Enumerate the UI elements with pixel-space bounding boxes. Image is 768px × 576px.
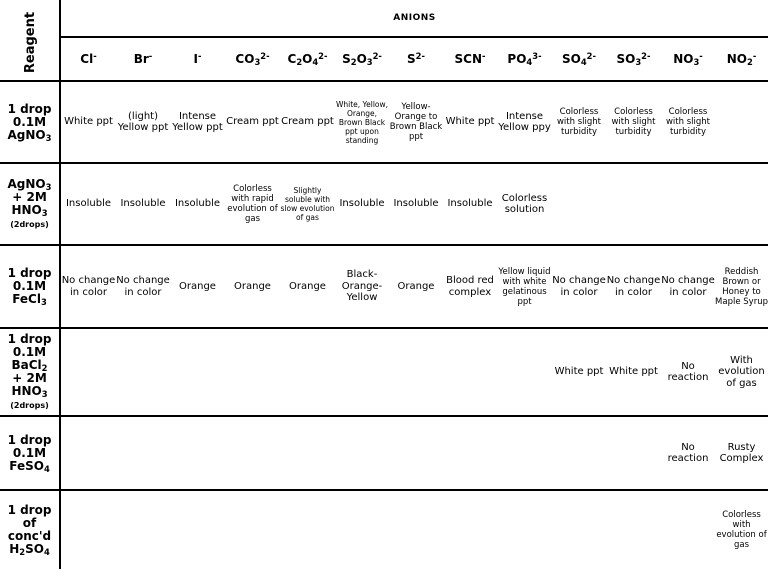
result-cell: White ppt <box>443 81 497 163</box>
result-cell <box>170 328 225 416</box>
result-cell <box>170 490 225 569</box>
result-cell <box>497 328 552 416</box>
result-cell <box>116 416 170 490</box>
result-cell: Intense Yellow ppy <box>497 81 552 163</box>
result-cell <box>225 416 280 490</box>
result-cell: Orange <box>225 245 280 328</box>
result-cell: Orange <box>389 245 443 328</box>
result-cell <box>60 416 116 490</box>
result-cell <box>715 81 768 163</box>
result-cell: Cream ppt <box>225 81 280 163</box>
result-cell <box>497 490 552 569</box>
result-cell: Cream ppt <box>280 81 335 163</box>
reagent-label: 1 drop 0.1M BaCl$_2$ + 2M $HNO_3$ (2drops) <box>0 328 60 416</box>
result-cell <box>443 416 497 490</box>
reagent-label: 1 drop 0.1M FeSO$_4$ <box>0 416 60 490</box>
result-cell <box>661 490 715 569</box>
result-cell: Insoluble <box>116 163 170 245</box>
reagent-label: 1 drop 0.1M FeCl$_3$ <box>0 245 60 328</box>
result-cell: Insoluble <box>170 163 225 245</box>
anion-header-12: $NO_2^-$ <box>715 37 768 81</box>
result-cell <box>389 328 443 416</box>
result-cell <box>335 490 389 569</box>
result-cell: No change in color <box>60 245 116 328</box>
result-cell: Colorless solution <box>497 163 552 245</box>
result-cell <box>443 328 497 416</box>
anion-header-0: Cl- <box>60 37 116 81</box>
anion-header-1: Br- <box>116 37 170 81</box>
result-cell <box>280 416 335 490</box>
result-cell <box>60 328 116 416</box>
result-cell: No change in color <box>552 245 606 328</box>
result-cell: No change in color <box>116 245 170 328</box>
result-cell <box>60 490 116 569</box>
table-row <box>0 81 768 163</box>
result-cell <box>661 163 715 245</box>
result-cell: No change in color <box>606 245 661 328</box>
result-cell <box>497 416 552 490</box>
result-cell: No change in color <box>661 245 715 328</box>
anion-header-7: SCN- <box>443 37 497 81</box>
table-row <box>0 416 768 490</box>
reagent-header-label: Reagent <box>23 11 39 73</box>
result-cell <box>116 328 170 416</box>
result-cell <box>280 328 335 416</box>
anion-header-5: $S_2O_3^{2-}$ <box>335 37 389 81</box>
result-cell: Insoluble <box>389 163 443 245</box>
reagent-header <box>0 0 60 81</box>
result-cell: Slightly soluble with slow evolution of gas <box>280 163 335 245</box>
anion-header-9: $SO_4^{2-}$ <box>552 37 606 81</box>
result-cell <box>335 328 389 416</box>
result-cell <box>606 163 661 245</box>
anion-header-6: $S^{2-}$ <box>389 37 443 81</box>
result-cell <box>170 416 225 490</box>
result-cell <box>389 490 443 569</box>
result-cell: Colorless with slight turbidity <box>661 81 715 163</box>
table-row <box>0 328 768 416</box>
result-cell: Colorless with evolution of gas <box>716 510 767 550</box>
result-cell: No reaction <box>661 416 715 490</box>
reagent-label: 1 drop 0.1M AgNO$_3$ <box>0 81 60 163</box>
result-cell: White, Yellow, Orange, Brown Black ppt upon standing <box>335 81 389 163</box>
result-cell <box>552 490 606 569</box>
table-row <box>0 245 768 328</box>
result-cell: Insoluble <box>335 163 389 245</box>
result-cell: Yellow-Orange to Brown Black ppt <box>389 81 443 163</box>
result-cell: No reaction <box>661 328 715 416</box>
result-cell: White ppt <box>606 328 661 416</box>
result-cell: Colorless with slight turbidity <box>552 81 606 163</box>
result-cell: White ppt <box>60 81 116 163</box>
anion-header-8: $PO_4^{3-}$ <box>497 37 552 81</box>
result-cell <box>606 490 661 569</box>
result-cell <box>552 163 606 245</box>
result-cell: Colorless with slight turbidity <box>606 81 661 163</box>
result-cell: With evolution of gas <box>715 328 768 416</box>
result-cell <box>606 416 661 490</box>
result-cell: Insoluble <box>60 163 116 245</box>
result-cell: Black-Orange-Yellow <box>335 245 389 328</box>
anion-header-4: $C_2O_4^{2-}$ <box>280 37 335 81</box>
table-row <box>0 163 768 245</box>
result-cell: White ppt <box>552 328 606 416</box>
result-cell: Yellow liquid with white gelatinous ppt <box>497 245 552 328</box>
result-cell: Orange <box>280 245 335 328</box>
result-cell <box>715 163 768 245</box>
result-cell: Orange <box>170 245 225 328</box>
table-row <box>0 490 768 569</box>
result-cell <box>280 490 335 569</box>
result-cell <box>552 416 606 490</box>
result-cell: Rusty Complex <box>715 416 768 490</box>
anion-header-11: $NO_3^-$ <box>661 37 715 81</box>
result-cell: Colorless with rapid evolution of gas <box>225 163 280 245</box>
result-cell <box>225 328 280 416</box>
anion-header-2: I- <box>170 37 225 81</box>
result-cell <box>389 416 443 490</box>
reagent-label: AgNO$_3$ + 2M $HNO_3$ (2drops) <box>0 163 60 245</box>
result-cell: (light) Yellow ppt <box>116 81 170 163</box>
result-cell: Insoluble <box>443 163 497 245</box>
result-cell: Reddish Brown or Honey to Maple Syrup <box>715 245 768 328</box>
result-cell <box>116 490 170 569</box>
table-body <box>0 81 768 569</box>
result-cell <box>335 416 389 490</box>
anions-header: ANIONS <box>60 0 768 37</box>
result-cell: Blood red complex <box>443 245 497 328</box>
result-cell <box>443 490 497 569</box>
result-cell: Intense Yellow ppt <box>170 81 225 163</box>
reagent-label: 1 drop of conc'd $H_2SO_4$ <box>0 490 60 569</box>
anion-header-row <box>0 37 768 81</box>
result-cell <box>225 490 280 569</box>
anion-header-3: $CO_3^{2-}$ <box>225 37 280 81</box>
anion-header-10: $SO_3^{2-}$ <box>606 37 661 81</box>
